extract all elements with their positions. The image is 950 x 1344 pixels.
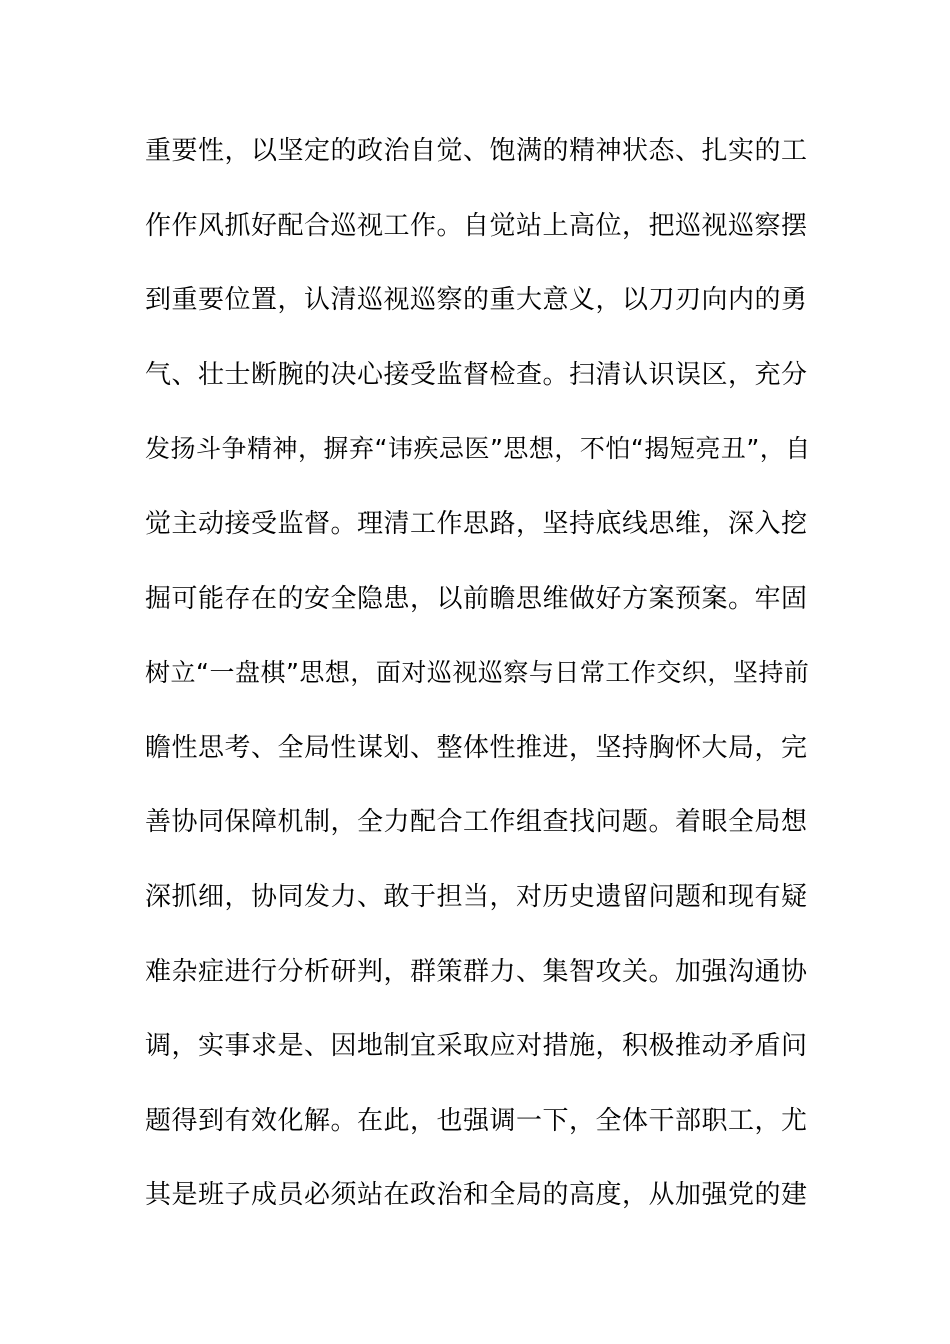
text-line: 善协同保障机制，全力配合工作组查找问题。着眼全局想: [145, 807, 808, 838]
text-line: 到重要位置，认清巡视巡察的重大意义，以刀刃向内的勇: [145, 285, 808, 316]
text-line: 作作风抓好配合巡视工作。自觉站上高位，把巡视巡察摆: [145, 210, 808, 241]
text-line: 重要性，以坚定的政治自觉、饱满的精神状态、扎实的工: [145, 136, 808, 166]
text-line: 调，实事求是、因地制宜采取应对措施，积极推动矛盾问: [145, 1031, 808, 1062]
text-line: 题得到有效化解。在此，也强调一下，全体干部职工，尤: [145, 1105, 808, 1136]
text-line: 瞻性思考、全局性谋划、整体性推进，坚持胸怀大局，完: [145, 732, 808, 763]
text-line: 觉主动接受监督。理清工作思路，坚持底线思维，深入挖: [145, 508, 808, 539]
text-line: 树立“一盘棋”思想，面对巡视巡察与日常工作交织，坚持前: [145, 658, 810, 688]
text-line: 深抓细，协同发力、敢于担当，对历史遗留问题和现有疑: [145, 881, 808, 912]
text-line: 难杂症进行分析研判，群策群力、集智攻关。加强沟通协: [145, 956, 808, 987]
text-line: 发扬斗争精神，摒弃“讳疾忌医”思想，不怕“揭短亮丑”，自: [145, 434, 811, 464]
text-line: 掘可能存在的安全隐患，以前瞻思维做好方案预案。牢固: [145, 583, 808, 614]
text-line: 其是班子成员必须站在政治和全局的高度，从加强党的建: [145, 1180, 808, 1211]
text-line: 气、壮士断腕的决心接受监督检查。扫清认识误区，充分: [145, 359, 808, 390]
body-text: [145, 129, 815, 1248]
